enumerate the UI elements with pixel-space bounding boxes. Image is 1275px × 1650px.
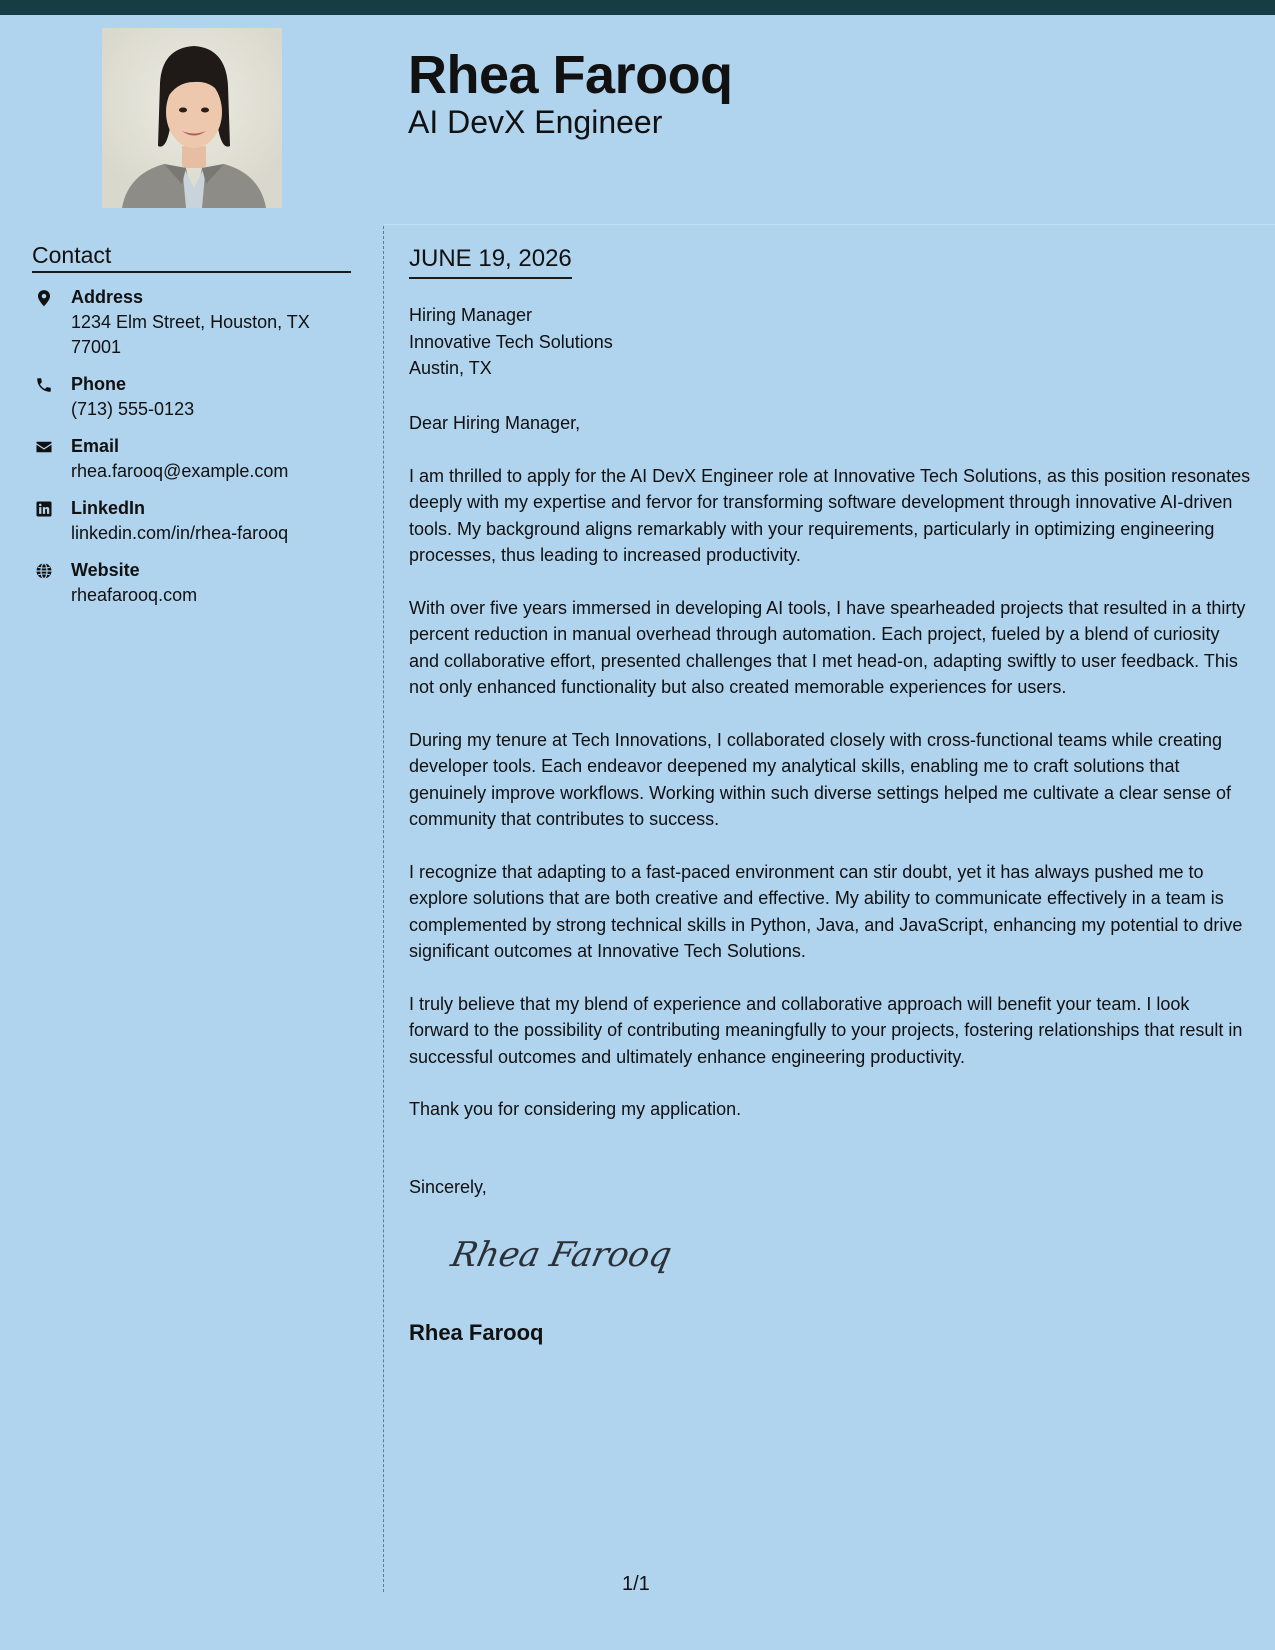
contact-item-phone <box>32 372 351 422</box>
recipient-location: Austin, TX <box>409 358 492 378</box>
letter-body <box>409 410 1253 1149</box>
globe-icon <box>35 562 53 580</box>
applicant-name: Rhea Farooq <box>408 45 733 105</box>
contact-label: Website <box>71 560 140 580</box>
body-paragraph: I truly believe that my blend of experience and collaborative approach will benefit your team. I look forward to the possibility of contributing meaningfully to your projects, fostering relationships that result in successful outcomes and ultimately enhance engineering productivity. <box>409 993 1243 1067</box>
body-paragraph: I recognize that adapting to a fast-paced environment can stir doubt, yet it has always pushed me to explore solutions that are both creative and effective. My ability to communicate effectively in a team is complemented by strong technical skills in Python, Java, and JavaScript, enhancing my potential to drive significant outcomes at Innovative Tech Solutions. <box>409 861 1243 961</box>
contact-item-email <box>32 434 351 484</box>
body-paragraph: During my tenure at Tech Innovations, I collaborated closely with cross-functional teams while creating developer tools. Each endeavor deepened my analytical skills, enabling me to craft solutions that genuinely improve workflows. Working within such diverse settings helped me cultivate a clear sense of community that contributes to success. <box>409 729 1232 829</box>
map-pin-icon <box>35 289 53 307</box>
page-number: 1/1 <box>622 1573 650 1595</box>
phone-value: (713) 555-0123 <box>71 399 195 419</box>
contact-label: Phone <box>71 374 127 394</box>
body-paragraph: With over five years immersed in developing AI tools, I have spearheaded projects that resulted in a thirty percent reduction in manual overhead through automation. Each project, fueled by a blend of curiosity and collaborative effort, presented challenges that I met head-on, adapting swiftly to user feedback. This not only enhanced functionality but also created memorable experiences for users. <box>409 597 1246 697</box>
thanks-line: Thank you for considering my application. <box>409 1099 742 1119</box>
contact-section <box>32 240 351 620</box>
linkedin-icon <box>35 500 53 518</box>
contact-item-address <box>32 285 351 360</box>
recipient-company: Innovative Tech Solutions <box>409 331 613 352</box>
letter-date: JUNE 19, 2026 <box>409 244 572 279</box>
contact-heading: Contact <box>32 240 351 273</box>
closing: Sincerely, <box>409 1177 487 1197</box>
header-divider <box>384 224 1275 225</box>
signer-name: Rhea Farooq <box>409 1320 544 1345</box>
body-paragraph: I am thrilled to apply for the AI DevX Engineer role at Innovative Tech Solutions, as this position resonates deeply with my expertise and fervor for transforming software development through innovative AI-driven tools. My background aligns remarkably with your requirements, particularly in optimizing engineering processes, thus leading to increased productivity. <box>409 465 1251 565</box>
contact-label: Email <box>71 436 120 456</box>
address-value: 1234 Elm Street, Houston, TX 77001 <box>71 312 310 357</box>
contact-item-website <box>32 558 351 608</box>
profile-photo <box>102 28 282 208</box>
recipient-name: Hiring Manager <box>409 305 533 325</box>
contact-label: LinkedIn <box>71 498 146 518</box>
svg-text:Rhea Farooq: Rhea Farooq <box>447 1235 676 1275</box>
phone-icon <box>35 376 53 394</box>
contact-label: Address <box>71 287 144 307</box>
top-accent-bar <box>0 0 1275 15</box>
email-value: rhea.farooq@example.com <box>71 461 289 481</box>
recipient-block <box>409 302 613 382</box>
job-title: AI DevX Engineer <box>408 104 663 140</box>
signature <box>447 1226 676 1286</box>
envelope-icon <box>35 438 53 456</box>
website-value: rheafarooq.com <box>71 585 198 605</box>
salutation: Dear Hiring Manager, <box>409 413 581 433</box>
column-divider <box>383 226 384 1592</box>
linkedin-value: linkedin.com/in/rhea-farooq <box>71 523 289 543</box>
contact-item-linkedin <box>32 496 351 546</box>
